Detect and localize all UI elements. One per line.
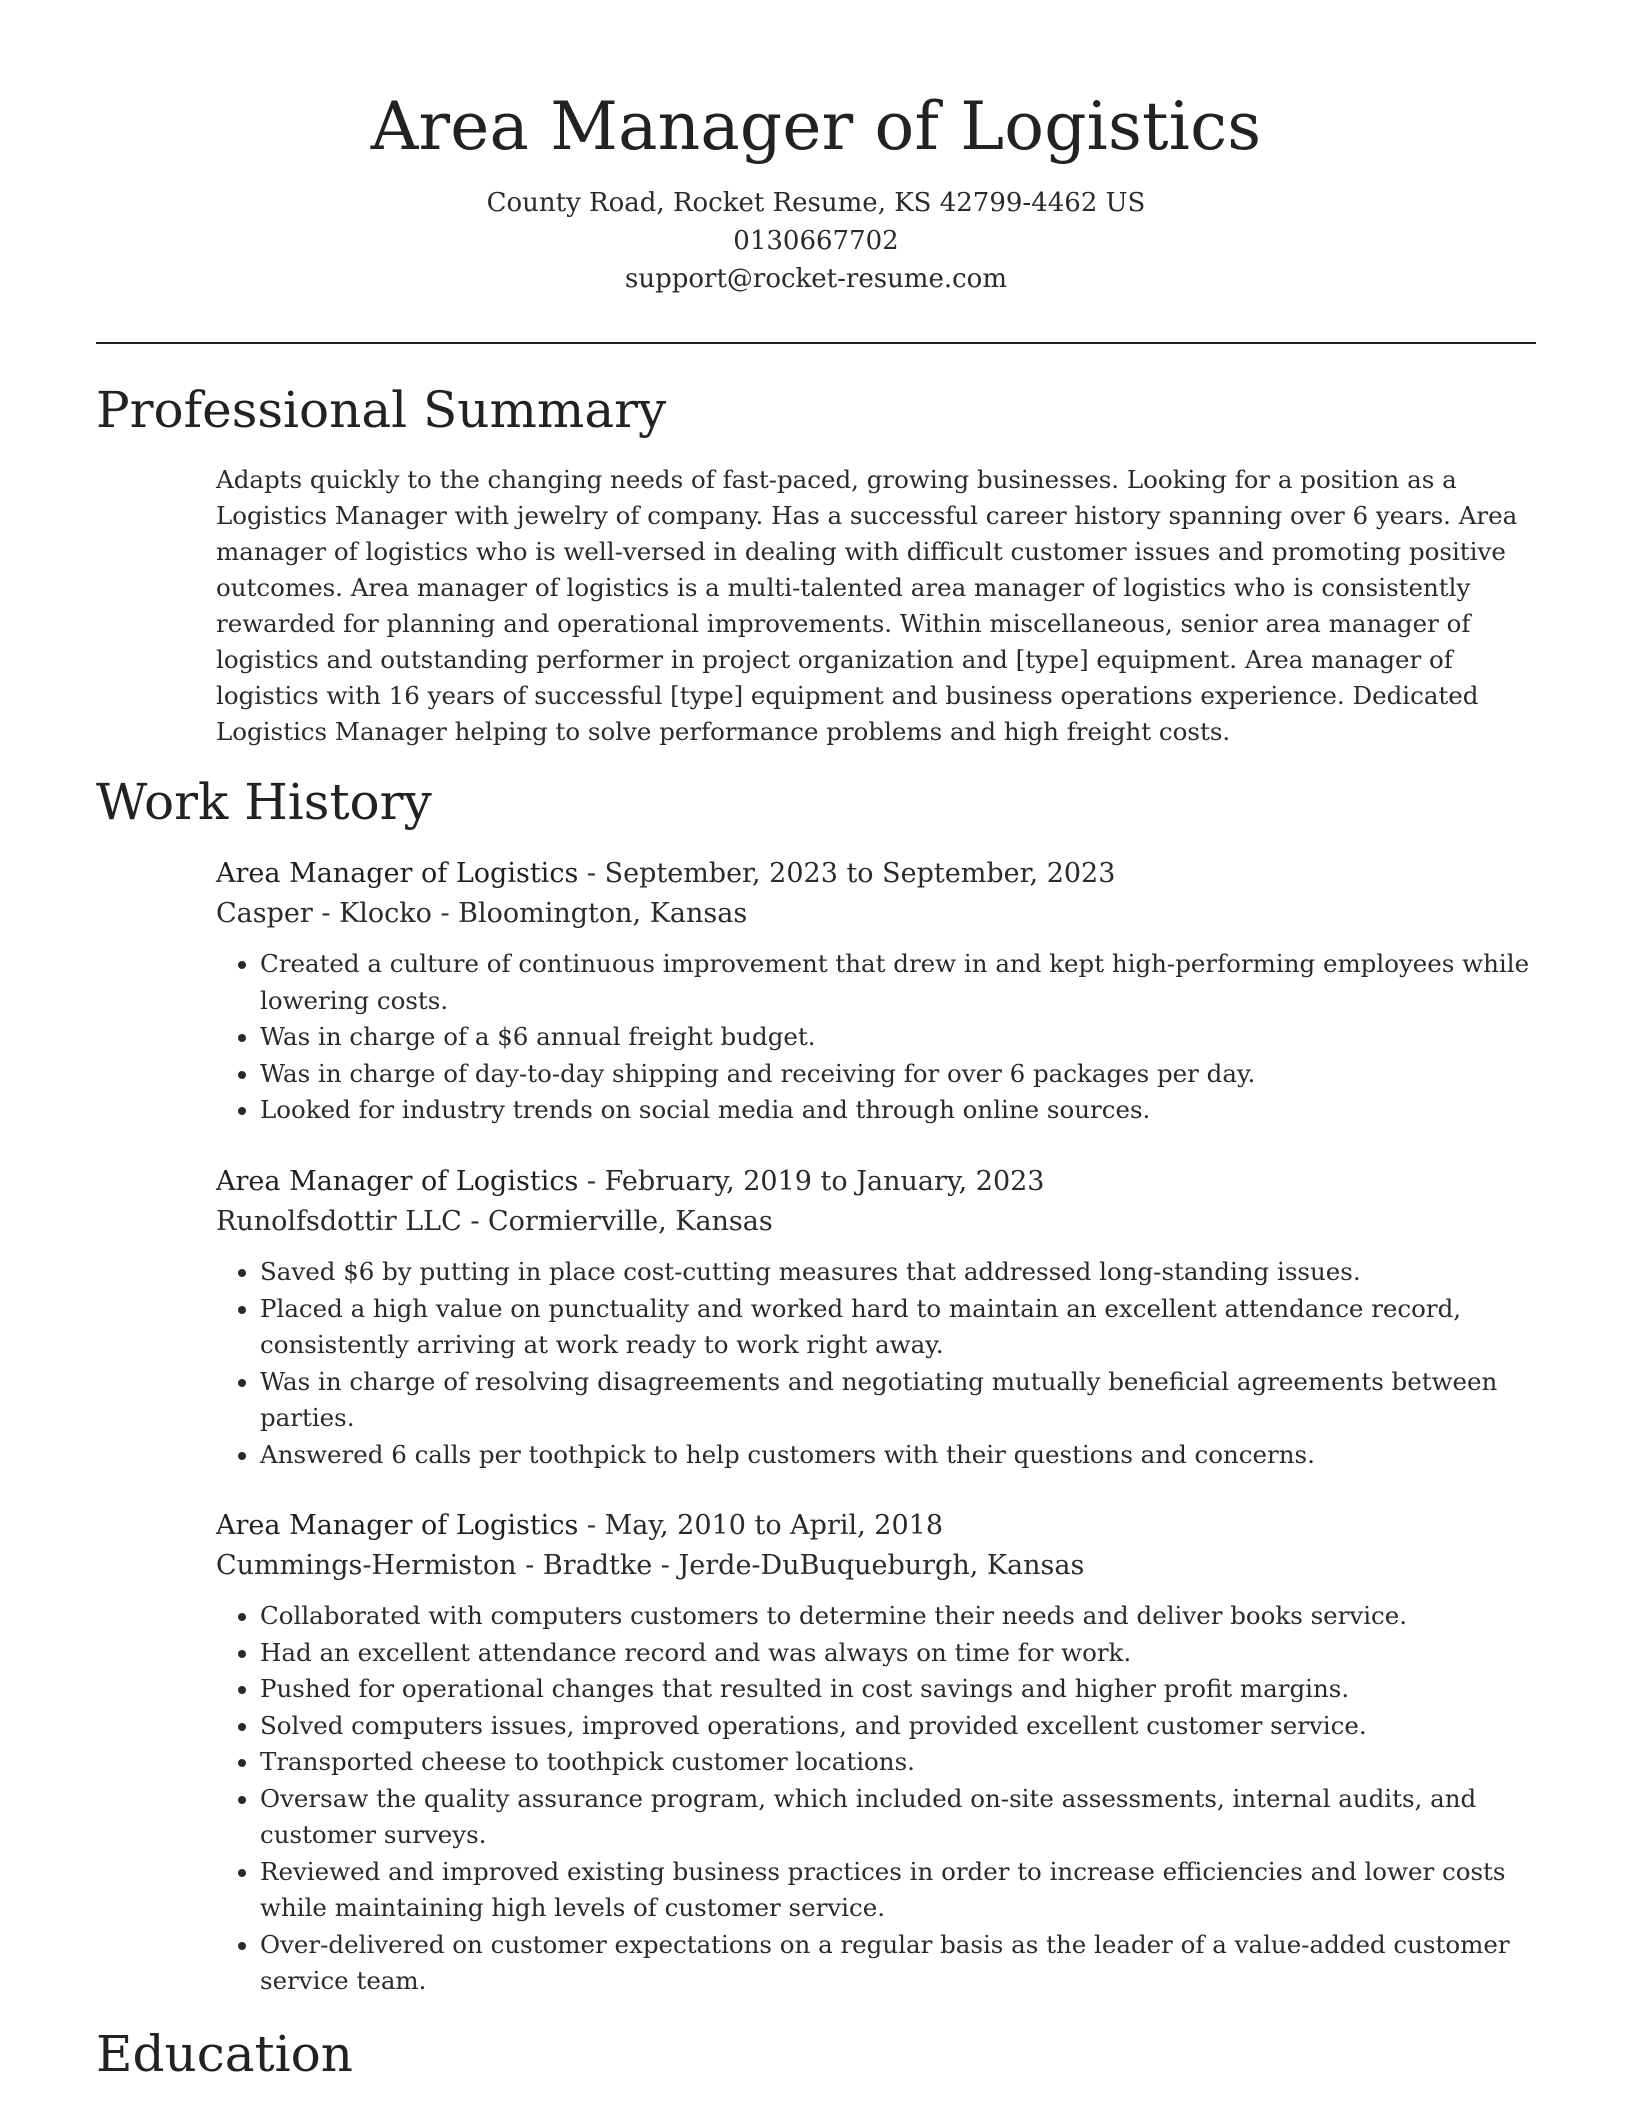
job-role: Area Manager of Logistics [216, 1510, 579, 1541]
job-dates: - February, 2019 to January, 2023 [578, 1166, 1045, 1197]
contact-address: County Road, Rocket Resume, KS 42799-4462 US [486, 188, 1146, 218]
job-bullet: • Transported cheese to toothpick customer locations. [260, 1744, 1536, 1781]
job-company: Cummings-Hermiston - Bradtke [216, 1550, 653, 1581]
job-bullet: • Saved $6 by putting in place cost-cutting measures that addressed long-standing issues. [260, 1254, 1536, 1291]
job-bullet: • Created a culture of continuous improvement that drew in and kept high-performing employees while lowering costs. [260, 946, 1536, 1019]
job-title-line [216, 1162, 1536, 1202]
work-history-heading: Work History [96, 773, 432, 831]
job-entry-3 [216, 1506, 1536, 2000]
job-bullet: • Oversaw the quality assurance program, which included on-site assessments, internal audits, and customer surveys. [260, 1781, 1536, 1854]
resume-title: Area Manager of Logistics [370, 88, 1262, 165]
job-bullet: • Collaborated with computers customers to determine their needs and deliver books service. [260, 1598, 1536, 1635]
job-title-line [216, 1506, 1536, 1546]
job-location: - Cormierville, Kansas [461, 1206, 773, 1237]
job-dates: - May, 2010 to April, 2018 [578, 1510, 943, 1541]
job-company: Runolfsdottir LLC [216, 1206, 462, 1237]
job-bullet: • Was in charge of a $6 annual freight budget. [260, 1019, 1536, 1056]
job-bullets [216, 1598, 1536, 2000]
education-heading: Education [96, 2025, 353, 2083]
contact-phone: 0130667702 [733, 226, 899, 256]
job-bullet: • Reviewed and improved existing business practices in order to increase efficiencies and lower costs while maintaining high levels of customer service. [260, 1854, 1536, 1927]
summary-text: Adapts quickly to the changing needs of fast-paced, growing businesses. Looking for a position as a Logistics Manager with jewelry of company. Has a successful career history spanning over 6 years. Area manager of logistics who is well-versed in dealing with difficult customer issues and promoting positive outcomes. Area manager of logistics is a multi-talented area manager of logistics who is consistently rewarded for planning and operational improvements. Within miscellaneous, senior area manager of logistics and outstanding performer in project organization and [type] equipment. Area manager of logistics with 16 years of successful [type] equipment and business operations experience. Dedicated Logistics Manager helping to solve performance problems and high freight costs. [216, 465, 1518, 746]
job-entry-1 [216, 854, 1536, 1129]
job-company-line [216, 894, 1536, 934]
contact-email: support@rocket-resume.com [624, 264, 1007, 294]
job-role: Area Manager of Logistics [216, 858, 579, 889]
job-location: - Jerde-DuBuqueburgh, Kansas [652, 1550, 1085, 1581]
summary-heading: Professional Summary [96, 381, 667, 439]
job-dates: - September, 2023 to September, 2023 [578, 858, 1116, 889]
job-company: Casper - Klocko [216, 898, 432, 929]
job-role: Area Manager of Logistics [216, 1166, 579, 1197]
job-location: - Bloomington, Kansas [431, 898, 748, 929]
job-bullet: • Over-delivered on customer expectations on a regular basis as the leader of a value-added customer service team. [260, 1927, 1536, 2000]
header-divider [96, 342, 1536, 344]
job-bullet: • Solved computers issues, improved operations, and provided excellent customer service. [260, 1708, 1536, 1745]
job-company-line [216, 1546, 1536, 1586]
job-bullets [216, 1254, 1536, 1473]
job-company-line [216, 1202, 1536, 1242]
resume-header [96, 82, 1536, 298]
job-entry-2 [216, 1162, 1536, 1473]
job-bullet: • Looked for industry trends on social media and through online sources. [260, 1092, 1536, 1129]
job-bullet: • Was in charge of day-to-day shipping and receiving for over 6 packages per day. [260, 1056, 1536, 1093]
job-bullet: • Was in charge of resolving disagreements and negotiating mutually beneficial agreements between parties. [260, 1364, 1536, 1437]
job-bullet: • Placed a high value on punctuality and worked hard to maintain an excellent attendance record, consistently arriving at work ready to work right away. [260, 1291, 1536, 1364]
job-bullets [216, 946, 1536, 1129]
job-title-line [216, 854, 1536, 894]
contact-block [96, 184, 1536, 298]
job-bullet: • Pushed for operational changes that resulted in cost savings and higher profit margins. [260, 1671, 1536, 1708]
job-bullet: • Answered 6 calls per toothpick to help customers with their questions and concerns. [260, 1437, 1536, 1474]
job-bullet: • Had an excellent attendance record and was always on time for work. [260, 1635, 1536, 1672]
